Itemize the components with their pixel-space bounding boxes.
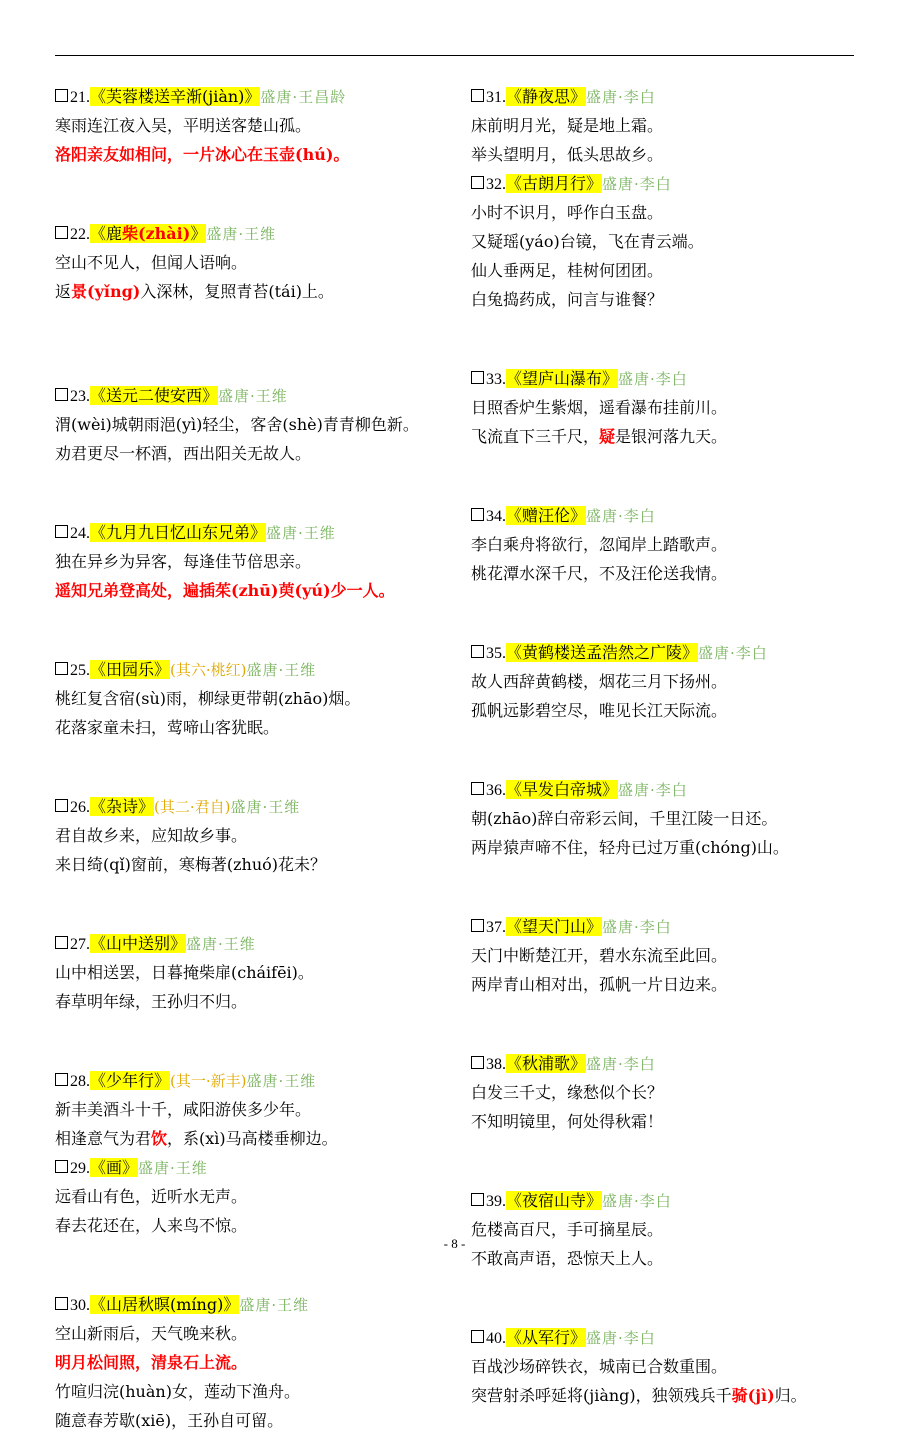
poem-title: 《静夜思》 (506, 87, 587, 106)
poem-author: 盛唐·王维 (246, 1072, 317, 1090)
poem-line: 春去花还在，人来鸟不惊。 (55, 1216, 248, 1235)
poem-author: 盛唐·李白 (602, 1192, 672, 1210)
spacer (55, 630, 465, 655)
spacer (471, 999, 881, 1024)
checkbox[interactable] (471, 645, 484, 658)
poem-heading (55, 518, 465, 547)
poem-line (471, 422, 881, 451)
poem-line (471, 1381, 881, 1410)
line-part: 是银河落九天。 (615, 427, 728, 446)
poem-heading (471, 169, 881, 198)
spacer (55, 879, 465, 904)
poem-number: 32. (486, 176, 506, 193)
poem-note: (其六·桃红) (170, 661, 247, 679)
poem-line: 日照香炉生紫烟，遥看瀑布挂前川。 (471, 398, 728, 417)
poem-line: 来日绮(qǐ)窗前，寒梅著(zhuó)花未？ (55, 855, 327, 874)
poem-entry (471, 82, 881, 169)
spacer (55, 169, 465, 194)
checkbox[interactable] (55, 936, 68, 949)
poem-title: 《山中送别》 (90, 934, 187, 953)
poem-title: 《杂诗》 (90, 797, 155, 816)
line-part: 疑 (599, 427, 616, 446)
poem-author: 盛唐·李白 (618, 370, 688, 388)
poem-title: 《望天门山》 (506, 917, 603, 936)
poem-title: 《芙蓉楼送辛渐(jiàn)》 (90, 87, 261, 106)
poem-author: 盛唐·王维 (230, 798, 301, 816)
poem-heading (471, 1049, 881, 1078)
poem-line: 百战沙场碎铁衣，城南已合数重围。 (471, 1357, 728, 1376)
poem-author: 盛唐·王维 (246, 661, 317, 679)
poem-line: 春草明年绿，王孙归不归。 (55, 992, 248, 1011)
poem-line: 随意春芳歇(xiē)，王孙自可留。 (55, 1411, 284, 1430)
poem-title: 《赠汪伦》 (506, 506, 587, 525)
checkbox[interactable] (55, 1297, 68, 1310)
checkbox[interactable] (55, 226, 68, 239)
poem-number: 39. (486, 1193, 506, 1210)
poem-title (90, 224, 206, 243)
poem-line (55, 1124, 465, 1153)
spacer (471, 887, 881, 912)
spacer (55, 1016, 465, 1041)
poem-author: 盛唐·李白 (698, 644, 768, 662)
checkbox[interactable] (471, 176, 484, 189)
poem-heading (55, 792, 465, 821)
checkbox[interactable] (55, 1160, 68, 1173)
poem-heading (471, 638, 881, 667)
poem-line: 白发三千丈，缘愁似个长？ (471, 1083, 664, 1102)
poem-entry (471, 1186, 881, 1273)
poem-entry (471, 775, 881, 862)
poem-author: 盛唐·李白 (586, 1329, 656, 1347)
poem-line: 仙人垂两足，桂树何团团。 (471, 261, 664, 280)
poem-number: 24. (70, 525, 90, 542)
poem-note: (其一·新丰) (170, 1072, 247, 1090)
poem-entry (471, 169, 881, 314)
line-part: 景(yǐng) (71, 282, 141, 301)
poem-title: 《秋浦歌》 (506, 1054, 587, 1073)
poem-title: 《古朗月行》 (506, 174, 603, 193)
spacer (471, 588, 881, 613)
poem-entry (471, 912, 881, 999)
checkbox[interactable] (471, 1056, 484, 1069)
spacer (55, 194, 465, 219)
poem-line: 李白乘舟将欲行，忽闻岸上踏歌声。 (471, 535, 728, 554)
poem-number: 31. (486, 89, 506, 106)
poem-entry (55, 219, 465, 306)
poem-line: 不敢高声语，恐惊天上人。 (471, 1249, 664, 1268)
poem-number: 40. (486, 1330, 506, 1347)
poem-heading (471, 1323, 881, 1352)
line-part: ，系(xì)马高楼垂柳边。 (167, 1129, 338, 1148)
line-part: 骑(jì) (731, 1386, 775, 1405)
spacer (471, 314, 881, 339)
poem-heading (55, 929, 465, 958)
poem-author: 盛唐·李白 (602, 175, 672, 193)
poem-entry (55, 1153, 465, 1240)
poem-title: 《山居秋暝(míng)》 (90, 1295, 240, 1314)
poem-heading (55, 1066, 465, 1095)
poem-line: 孤帆远影碧空尽，唯见长江天际流。 (471, 701, 728, 720)
poem-line: 远看山有色，近听水无声。 (55, 1187, 248, 1206)
spacer (471, 476, 881, 501)
poem-line: 山中相送罢，日暮掩柴扉(cháifēi)。 (55, 963, 314, 982)
poem-number: 36. (486, 782, 506, 799)
spacer (55, 306, 465, 331)
spacer (471, 1298, 881, 1323)
poem-entry (55, 792, 465, 879)
poem-entry (55, 1290, 465, 1435)
spacer (55, 1041, 465, 1066)
spacer (55, 904, 465, 929)
spacer (471, 1024, 881, 1049)
poem-author: 盛唐·王维 (218, 387, 288, 405)
spacer (471, 613, 881, 638)
poem-heading (55, 1153, 465, 1182)
poem-line: 举头望明月，低头思故乡。 (471, 145, 664, 164)
poem-number: 33. (486, 371, 506, 388)
line-part: 返 (55, 282, 72, 301)
checkbox[interactable] (471, 782, 484, 795)
poem-entry (471, 501, 881, 588)
poem-heading (471, 501, 881, 530)
checkbox[interactable] (55, 662, 68, 675)
checkbox[interactable] (55, 799, 68, 812)
poem-author: 盛唐·李白 (602, 918, 672, 936)
poem-number: 23. (70, 388, 90, 405)
poem-line: 渭(wèi)城朝雨浥(yì)轻尘，客舍(shè)青青柳色新。 (55, 415, 419, 434)
poem-line: 桃花潭水深千尺，不及汪伦送我情。 (471, 564, 728, 583)
poem-line: 桃红复含宿(sù)雨，柳绿更带朝(zhāo)烟。 (55, 689, 361, 708)
poem-entry (471, 364, 881, 451)
poem-heading (471, 912, 881, 941)
poem-title: 《九月九日忆山东兄弟》 (90, 523, 267, 542)
spacer (55, 605, 465, 630)
line-part: 入深林，复照青苔(tái)上。 (140, 282, 334, 301)
line-part: 相逢意气为君 (55, 1129, 152, 1148)
left-column (55, 82, 465, 1435)
poem-entry (55, 929, 465, 1016)
poem-author: 盛唐·王维 (266, 524, 336, 542)
poem-line: 危楼高百尺，手可摘星辰。 (471, 1220, 664, 1239)
poem-line: 故人西辞黄鹤楼，烟花三月下扬州。 (471, 672, 728, 691)
poem-author: 盛唐·王维 (186, 935, 256, 953)
poem-number: 28. (70, 1073, 90, 1090)
poem-number: 34. (486, 508, 506, 525)
spacer (471, 451, 881, 476)
spacer (471, 750, 881, 775)
poem-author: 盛唐·李白 (586, 88, 656, 106)
poem-number: 27. (70, 936, 90, 953)
checkbox[interactable] (55, 388, 68, 401)
poem-line: 朝(zhāo)辞白帝彩云间，千里江陵一日还。 (471, 809, 778, 828)
spacer (55, 1265, 465, 1290)
poem-entry (55, 1066, 465, 1153)
poem-heading (471, 82, 881, 111)
spacer (471, 339, 881, 364)
checkbox[interactable] (471, 919, 484, 932)
poem-author: 盛唐·王昌龄 (260, 88, 347, 106)
poem-entry (55, 381, 465, 468)
poem-entry (55, 82, 465, 169)
poem-title: 《少年行》 (90, 1071, 171, 1090)
checkbox[interactable] (55, 525, 68, 538)
poem-heading (55, 219, 465, 248)
poem-title: 《画》 (90, 1158, 139, 1177)
poem-line: 花落家童未扫，莺啼山客犹眠。 (55, 718, 280, 737)
poem-author: 盛唐·王维 (138, 1159, 208, 1177)
poem-line: 空山不见人，但闻人语响。 (55, 253, 248, 272)
spacer (471, 1136, 881, 1161)
poem-line: 两岸猿声啼不住，轻舟已过万重(chóng)山。 (471, 838, 789, 857)
poem-line: 竹喧归浣(huàn)女，莲动下渔舟。 (55, 1382, 300, 1401)
poem-entry (471, 1049, 881, 1136)
poem-author: 盛唐·王维 (206, 225, 277, 243)
poem-title: 《送元二使安西》 (90, 386, 219, 405)
poem-line: 小时不识月，呼作白玉盘。 (471, 203, 664, 222)
poem-entry (471, 1323, 881, 1410)
poem-line: 白兔捣药成，问言与谁餐？ (471, 290, 664, 309)
poem-title: 《夜宿山寺》 (506, 1191, 603, 1210)
checkbox[interactable] (471, 508, 484, 521)
title-part: 柴(zhài) (122, 224, 191, 243)
poem-title: 《望庐山瀑布》 (506, 369, 619, 388)
poem-title: 《田园乐》 (90, 660, 171, 679)
poem-heading (55, 381, 465, 410)
header-rule (55, 55, 854, 56)
poem-entry (55, 518, 465, 605)
line-part: 饮 (151, 1129, 168, 1148)
poem-number: 29. (70, 1160, 90, 1177)
poem-line: 独在异乡为异客，每逢佳节倍思亲。 (55, 552, 312, 571)
spacer (55, 468, 465, 493)
poem-line: 明月松间照，清泉石上流。 (55, 1353, 248, 1372)
checkbox[interactable] (471, 1330, 484, 1343)
poem-line: 床前明月光，疑是地上霜。 (471, 116, 664, 135)
line-part: 突营射杀呼延将(jiàng)，独领残兵千 (471, 1386, 732, 1405)
spacer (471, 1161, 881, 1186)
poem-number: 35. (486, 645, 506, 662)
poem-number: 37. (486, 919, 506, 936)
title-part: 》 (190, 224, 207, 243)
poem-line: 不知明镜里，何处得秋霜！ (471, 1112, 664, 1131)
page-number: - 8 - (443, 1236, 466, 1251)
poem-heading (55, 82, 465, 111)
poem-number: 21. (70, 89, 90, 106)
checkbox[interactable] (55, 89, 68, 102)
poem-title: 《从军行》 (506, 1328, 587, 1347)
poem-heading (55, 655, 465, 684)
right-column (471, 82, 881, 1410)
line-part: 归。 (774, 1386, 807, 1405)
poem-line: 君自故乡来，应知故乡事。 (55, 826, 248, 845)
poem-line: 新丰美酒斗十千，咸阳游侠多少年。 (55, 1100, 312, 1119)
poem-author: 盛唐·王维 (239, 1296, 310, 1314)
checkbox[interactable] (471, 371, 484, 384)
poem-number: 22. (70, 226, 90, 243)
poem-author: 盛唐·李白 (618, 781, 688, 799)
poem-note: (其二·君自) (154, 798, 231, 816)
poem-heading (471, 775, 881, 804)
title-part: 《鹿 (90, 224, 123, 243)
poem-line: 空山新雨后，天气晚来秋。 (55, 1324, 248, 1343)
poem-line: 两岸青山相对出，孤帆一片日边来。 (471, 975, 728, 994)
spacer (471, 862, 881, 887)
poem-line: 天门中断楚江开，碧水东流至此回。 (471, 946, 728, 965)
line-part: 飞流直下三千尺， (471, 427, 600, 446)
poem-line: 劝君更尽一杯酒，西出阳关无故人。 (55, 444, 312, 463)
poem-number: 25. (70, 662, 90, 679)
poem-heading (55, 1290, 465, 1319)
spacer (55, 767, 465, 792)
poem-heading (471, 1186, 881, 1215)
poem-number: 30. (70, 1297, 90, 1314)
poem-entry (55, 655, 465, 742)
checkbox[interactable] (471, 89, 484, 102)
poem-line: 又疑瑶(yáo)台镜，飞在青云端。 (471, 232, 704, 251)
poem-heading (471, 364, 881, 393)
checkbox[interactable] (471, 1193, 484, 1206)
spacer (471, 725, 881, 750)
poem-line (55, 277, 465, 306)
spacer (55, 356, 465, 381)
spacer (55, 742, 465, 767)
poem-line: 寒雨连江夜入吴，平明送客楚山孤。 (55, 116, 312, 135)
poem-number: 26. (70, 799, 90, 816)
poem-number: 38. (486, 1056, 506, 1073)
spacer (55, 493, 465, 518)
spacer (55, 331, 465, 356)
poem-title: 《早发白帝城》 (506, 780, 619, 799)
poem-author: 盛唐·李白 (586, 507, 656, 525)
poem-title: 《黄鹤楼送孟浩然之广陵》 (506, 643, 699, 662)
poem-author: 盛唐·李白 (586, 1055, 656, 1073)
checkbox[interactable] (55, 1073, 68, 1086)
poem-line: 洛阳亲友如相问，一片冰心在玉壶(hú)。 (55, 145, 350, 164)
poem-entry (471, 638, 881, 725)
poem-line: 遥知兄弟登高处，遍插茱(zhū)萸(yú)少一人。 (55, 581, 395, 600)
